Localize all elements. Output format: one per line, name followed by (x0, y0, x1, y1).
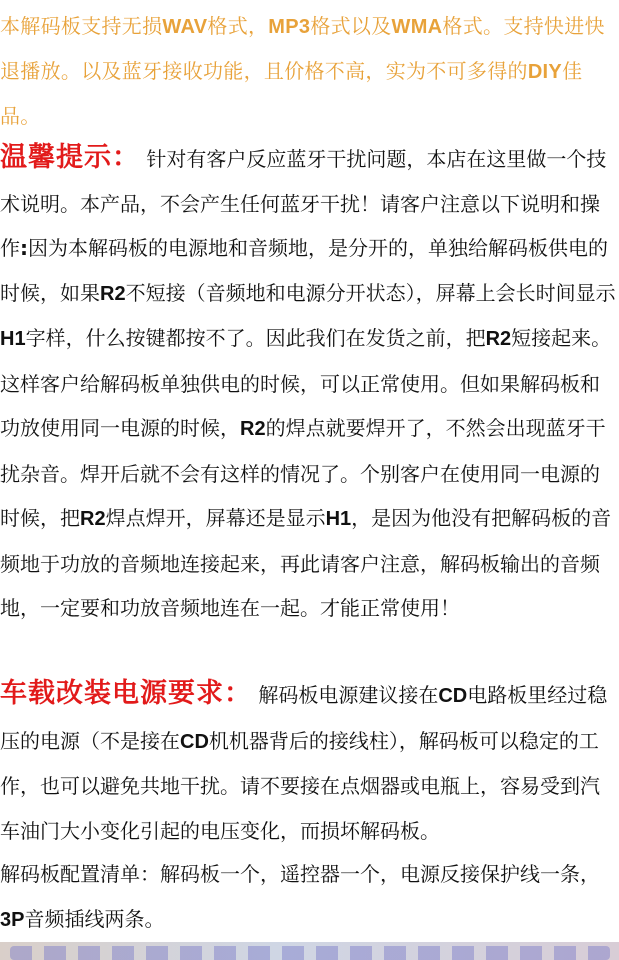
notice-text: 针对有客户反应蓝牙干扰问题，本店在这里做一个技术说明。本产品，不会产生任何蓝牙干扰！请客户注意以下说明和操作 (0, 147, 607, 260)
notice-text: 焊点焊开，屏幕还是显示 (105, 506, 326, 530)
cd-label: CD (438, 685, 468, 707)
intro-text: 格式， (207, 14, 269, 38)
banner-text-fragment (10, 946, 610, 960)
mp3-format: MP3 (268, 16, 311, 38)
notice-text: ，是因为他没有把解码板的音频地于功放的音频地连接起来，再此请客户注意，解码板输出的音频地，一定要和功放音频地连在一起。才能正常使用！ (0, 506, 612, 620)
r2-label: R2 (100, 282, 126, 305)
power-text: 电路板里经过稳压的电源（不是接在 (0, 683, 608, 753)
diy-label: DIY (527, 61, 563, 83)
notice-heading: 温馨提示： (0, 142, 140, 173)
h1-label: H1 (0, 328, 26, 350)
power-paragraph (0, 672, 619, 853)
packing-text: 音频插线两条。 (24, 907, 165, 931)
intro-text: 佳品。 (0, 59, 583, 128)
intro-text: 格式以及 (310, 14, 392, 38)
notice-text: 短接起来。这样客户给解码板单独供电的时候，可以正常使用。但如果解码板和功放使用同一电源的时候， (0, 326, 612, 440)
power-text: 机机器背后的接线柱），解码板可以稳定的工作，也可以避免共地干扰。请不要接在点烟器或电瓶上，容易受到汽车油门大小变化引起的电压变化，而损坏解码板。 (0, 728, 600, 843)
cd-label: CD (180, 730, 209, 753)
3p-label: 3P (0, 909, 25, 931)
intro-text: 本解码板支持无损 (0, 14, 163, 38)
notice-text: 因为本解码板的电源地和音频地，是分开的，单独给解码板供电的时候，如果 (0, 236, 608, 305)
intro-text: 格式。支持快进快退播放。以及蓝牙接收功能，且价格不高，实为不可多得的 (0, 14, 605, 83)
r2-label: R2 (240, 418, 266, 440)
notice-paragraph (0, 136, 619, 631)
notice-colon: : (20, 236, 28, 260)
bottom-banner-image (0, 942, 619, 960)
packing-text: 解码板配置清单：解码板一个，遥控器一个，电源反接保护线一条， (0, 862, 600, 886)
power-text: 解码板电源建议接在 (252, 683, 439, 707)
notice-text: 不短接（音频地和电源分开状态），屏幕上会长时间显示 (125, 280, 616, 305)
packing-list-paragraph (0, 852, 619, 943)
r2-label: R2 (80, 508, 106, 530)
wma-format: WMA (391, 16, 443, 38)
wav-format: WAV (162, 16, 208, 38)
notice-text: 字样，什么按键都按不了。因此我们在发货之前，把 (25, 326, 486, 350)
intro-paragraph (0, 4, 619, 138)
notice-text: 的焊点就要焊开了，不然会出现蓝牙干扰杂音。焊开后就不会有这样的情况了。个别客户在使用同一电源的时候，把 (0, 416, 606, 530)
h1-label: H1 (325, 508, 352, 530)
power-heading: 车载改装电源要求： (0, 678, 252, 709)
r2-label: R2 (485, 328, 512, 350)
